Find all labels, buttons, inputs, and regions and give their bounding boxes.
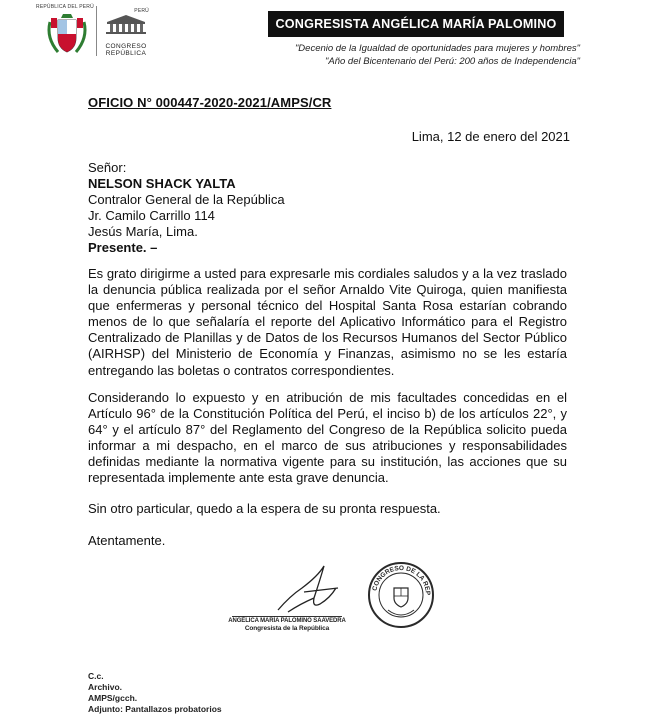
- official-seal-stamp: [366, 560, 436, 630]
- shield-caption: REPÚBLICA DEL PERÚ: [36, 4, 94, 10]
- footer-archivo: Archivo.: [88, 682, 123, 692]
- congress-logo-small-text: PERÚ: [134, 8, 149, 14]
- recipient-address-line2: Jesús María, Lima.: [88, 224, 198, 239]
- footer-adjunto: Adjunto: Pantallazos probatorios: [88, 704, 222, 714]
- congress-logo-line2: REPÚBLICA: [105, 50, 147, 57]
- svg-text:CONGRESO DE LA REPÚBLICA: CONGRESO DE LA REP: [371, 564, 432, 596]
- signer-role: Congresista de la República: [244, 625, 330, 632]
- motto-line-2: "Año del Bicentenario del Perú: 200 años de Independencia": [325, 56, 580, 67]
- recipient-name: NELSON SHACK YALTA: [88, 176, 236, 191]
- body-paragraph-1: Es grato dirigirme a usted para expresarle mis cordiales saludos y a la vez traslado la denuncia pública realizada por el señor Arnaldo Vite Quiroga, quien manifiesta que enfermeras y personal técnico del Hospital Santa Rosa estarían cobrando menos de lo que señalaría el reporte del Aplicativo Informático para el Registro Centralizado de Planillas y de Datos de los Recursos Humanos del Sector Público (AIRHSP) del Ministerio de Economía y Finanzas, asimismo no se les estaría entregando las boletas o contratos correspondientes.: [88, 266, 567, 378]
- header-title-banner: CONGRESISTA ANGÉLICA MARÍA PALOMINO: [268, 11, 564, 37]
- congress-building-icon: [103, 14, 149, 34]
- body-paragraph-3: Sin otro particular, quedo a la espera de su pronta respuesta.: [88, 501, 441, 516]
- header-divider: [96, 6, 97, 56]
- recipient-title: Contralor General de la República: [88, 192, 285, 207]
- closing: Atentamente.: [88, 533, 166, 548]
- body-paragraph-2: Considerando lo expuesto y en atribución de mis facultades concedidas en el Artículo 96° de la Constitución Política del Perú, el inciso b) de los artículos 22°, y 64° y el artículo 87° del Reglamento del Congreso de la República solicito pueda informar a mi despacho, en el marco de sus atribuciones y responsabilidades definidas mediante la normativa vigente para su institución, las acciones que su representada implemente ante esta grave denuncia.: [88, 390, 567, 486]
- footer-cc: C.c.: [88, 671, 104, 681]
- motto-line-1: "Decenio de la Igualdad de oportunidades para mujeres y hombres": [294, 43, 580, 54]
- salutation: Señor:: [88, 160, 127, 175]
- peru-coat-of-arms-logo: [44, 8, 90, 60]
- handwritten-signature: [240, 558, 360, 620]
- presente-line: Presente. –: [88, 240, 158, 255]
- recipient-address-line1: Jr. Camilo Carrillo 114: [88, 208, 215, 223]
- congress-logo: [103, 8, 149, 58]
- document-reference: OFICIO N° 000447-2020-2021/AMPS/CR: [88, 95, 332, 110]
- footer-initials: AMPS/gcch.: [88, 693, 138, 703]
- congress-logo-line1: CONGRESO: [105, 43, 147, 50]
- signer-name: ANGÉLICA MARÍA PALOMINO SAAVEDRA: [228, 618, 346, 624]
- document-date: Lima, 12 de enero del 2021: [411, 129, 570, 144]
